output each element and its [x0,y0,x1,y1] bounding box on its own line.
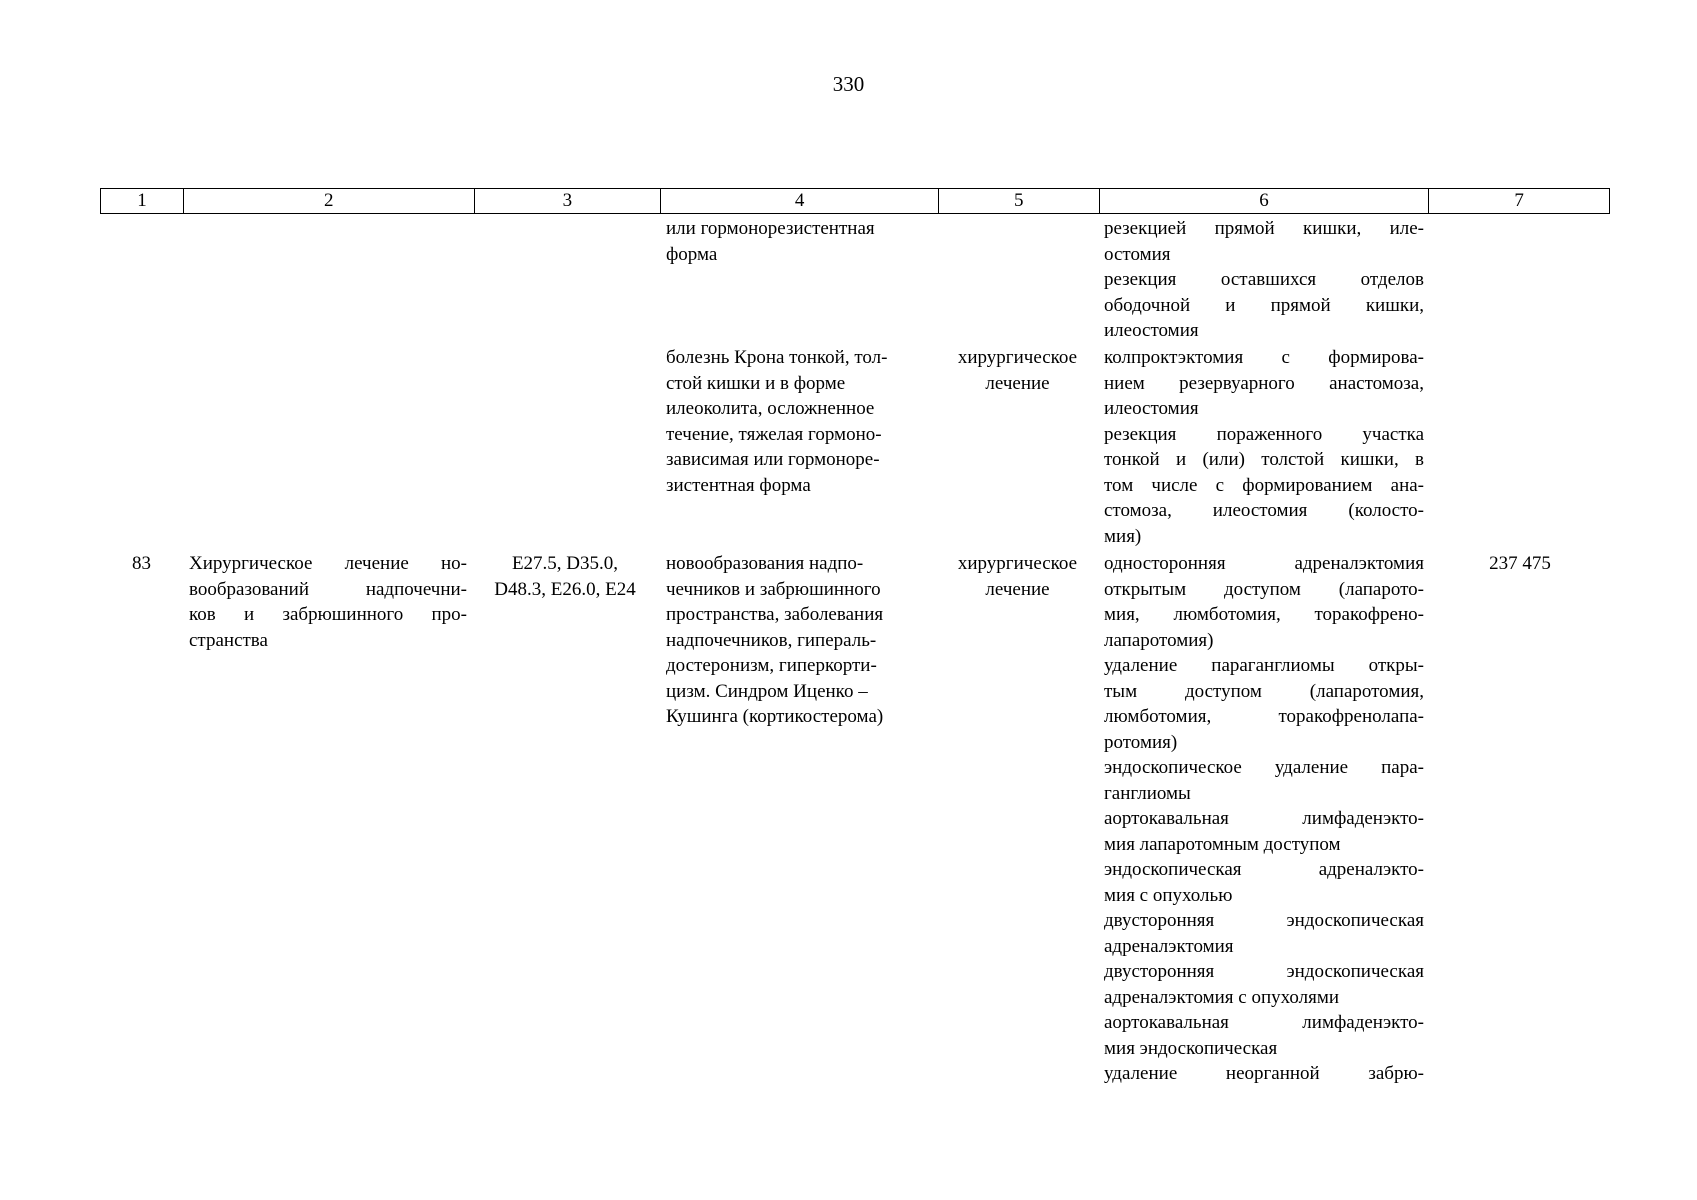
block1-methods-text: резекцией прямой кишки, иле- остомия резекция оставшихся отделов ободочной и прямой кишки, илеостомия [1104,218,1424,341]
block2-disease-text: болезнь Крона тонкой, тол- стой кишки и в форме илеоколита, осложненное течение, тяжелая гормоно- зависимая или гормоноре- зистентная форма [666,347,888,496]
column-number-header [100,188,1610,214]
block2-treatment-type: хирургическое лечение [957,347,1078,394]
row83-icd-codes: E27.5, D35.0, D48.3, E26.0, E24 [494,553,636,600]
row83-cost: 237 475 [1489,553,1551,574]
column-number-3: 3 [475,189,662,213]
block2-methods-text: колпроктэктомия с формирова- нием резервуарного анастомоза, илеостомия резекция пораженного участка тонкой и (или) толстой кишки, в том числе с формированием ана- стомоза, илеостомия (колосто- мия) [1104,347,1424,547]
column-number-2: 2 [184,189,475,213]
column-number-6: 6 [1100,189,1430,213]
row83-disease-text: новообразования надпо- чечников и забрюшинного пространства, заболевания надпочечников, гипераль- достеронизм, гиперкорти- цизм. Синдром Иценко – Кушинга (кортикостерома) [666,553,884,727]
row83-treatment-type: хирургическое лечение [957,553,1078,600]
block1-disease-text: или гормонорезистентная форма [666,218,875,265]
column-number-7: 7 [1514,190,1524,211]
column-number-4: 4 [661,189,939,213]
row83-methods-text: односторонняя адреналэктомия открытым доступом (лапарото- мия, люмботомия, торакофрено- лапаротомия) удаление параганглиомы откры- тым доступом (лапаротомия, люмботомия, торакофренолапа- ротомия) эндоскопическое удаление пара- ганглиомы аортокавальная лимфаденэкто- мия лапаротомным доступом эндоскопическая адреналэкто- мия с опухолью двусторонняя эндоскопическая адреналэктомия двусторонняя эндоскопическая адреналэктомия с опухолями аортокавальная лимфаденэкто- мия эндоскопическая удаление неорганной забрю- [1104,553,1424,1084]
row-number: 83 [132,553,151,574]
page-number: 330 [832,72,865,96]
column-number-1: 1 [101,189,184,213]
column-number-5: 5 [939,189,1100,213]
row83-profile-text: Хирургическое лечение но- вообразований надпочечни- ков и забрюшинного про- странства [189,553,467,651]
